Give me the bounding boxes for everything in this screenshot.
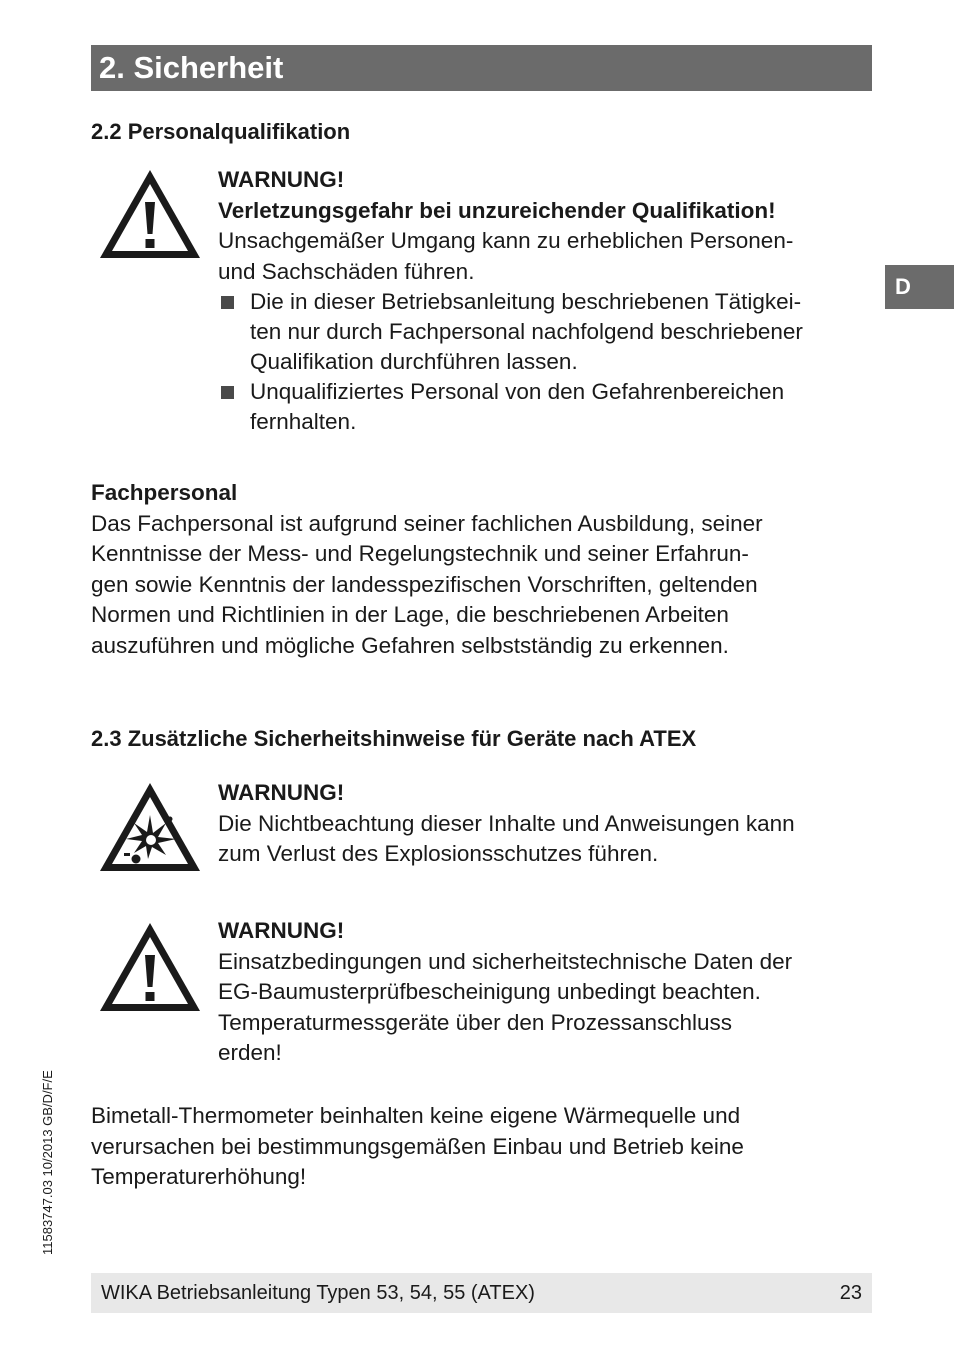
- paragraph-line: Das Fachpersonal ist aufgrund seiner fachlichen Ausbildung, seiner: [91, 510, 763, 536]
- warning-bullet-list: [218, 287, 878, 437]
- warning-text-line: zum Verlust des Explosionsschutzes führen.: [218, 841, 659, 866]
- language-tab: D: [885, 265, 954, 309]
- warning-subtitle: Verletzungsgefahr bei unzureichender Qualifikation!: [218, 197, 776, 223]
- warning-qualification: [218, 165, 878, 437]
- warning-text-line: EG-Baumusterprüfbescheinigung unbedingt beachten.: [218, 979, 761, 1004]
- chapter-title: 2. Sicherheit: [91, 45, 872, 91]
- bullet-line: Unqualifiziertes Personal von den Gefahrenbereichen: [250, 379, 785, 404]
- closing-paragraph: [91, 1101, 871, 1193]
- paragraph-line: auszuführen und mögliche Gefahren selbstständig zu erkennen.: [91, 632, 729, 658]
- paragraph-line: Kenntnisse der Mess- und Regelungstechnik und seiner Erfahrun-: [91, 541, 749, 566]
- bullet-line: ten nur durch Fachpersonal nachfolgend beschriebener: [250, 319, 803, 344]
- warning-triangle-icon: [96, 166, 204, 262]
- warning-text-line: Einsatzbedingungen und sicherheitstechnische Daten der: [218, 948, 793, 974]
- warning-operating-conditions: [218, 916, 878, 1069]
- page-number: 23: [839, 1282, 862, 1304]
- document-code: 11583747.03 10/2013 GB/D/F/E: [40, 1070, 55, 1255]
- paragraph-line: Bimetall-Thermometer beinhalten keine eigene Wärmequelle und: [91, 1103, 741, 1128]
- warning-title: WARNUNG!: [218, 918, 345, 943]
- list-item: [218, 377, 878, 437]
- paragraph-line: Normen und Richtlinien in der Lage, die beschriebenen Arbeiten: [91, 602, 729, 627]
- warning-triangle-icon: [96, 919, 204, 1015]
- footer-text: WIKA Betriebsanleitung Typen 53, 54, 55 (ATEX): [101, 1282, 535, 1304]
- warning-title: WARNUNG!: [218, 780, 345, 805]
- warning-explosion-protection: [218, 778, 878, 870]
- bullet-square-icon: [221, 296, 234, 309]
- section-2-2-heading: 2.2 Personalqualifikation: [91, 119, 351, 144]
- list-item: [218, 287, 878, 377]
- section-2-3-heading: 2.3 Zusätzliche Sicherheitshinweise für Geräte nach ATEX: [91, 726, 697, 751]
- paragraph-line: Temperaturerhöhung!: [91, 1164, 307, 1189]
- warning-title: WARNUNG!: [218, 167, 345, 192]
- warning-text-line: Unsachgemäßer Umgang kann zu erheblichen Personen-: [218, 228, 794, 253]
- bullet-line: Qualifikation durchführen lassen.: [250, 349, 578, 374]
- bullet-square-icon: [221, 386, 234, 399]
- warning-text-line: und Sachschäden führen.: [218, 258, 475, 284]
- warning-text-line: Temperaturmessgeräte über den Prozessanschluss: [218, 1009, 733, 1035]
- warning-text-line: Die Nichtbeachtung dieser Inhalte und Anweisungen kann: [218, 810, 795, 836]
- paragraph-line: verursachen bei bestimmungsgemäßen Einbau und Betrieb keine: [91, 1133, 744, 1159]
- fachpersonal-heading: Fachpersonal: [91, 480, 238, 505]
- bullet-line: Die in dieser Betriebsanleitung beschriebenen Tätigkei-: [250, 289, 802, 314]
- warning-text-line: erden!: [218, 1040, 282, 1065]
- bullet-line: fernhalten.: [250, 409, 357, 434]
- paragraph-line: gen sowie Kenntnis der landesspezifischen Vorschriften, geltenden: [91, 571, 758, 597]
- explosion-warning-icon: [96, 779, 204, 875]
- fachpersonal-section: [91, 478, 871, 661]
- page-footer: [91, 1273, 872, 1313]
